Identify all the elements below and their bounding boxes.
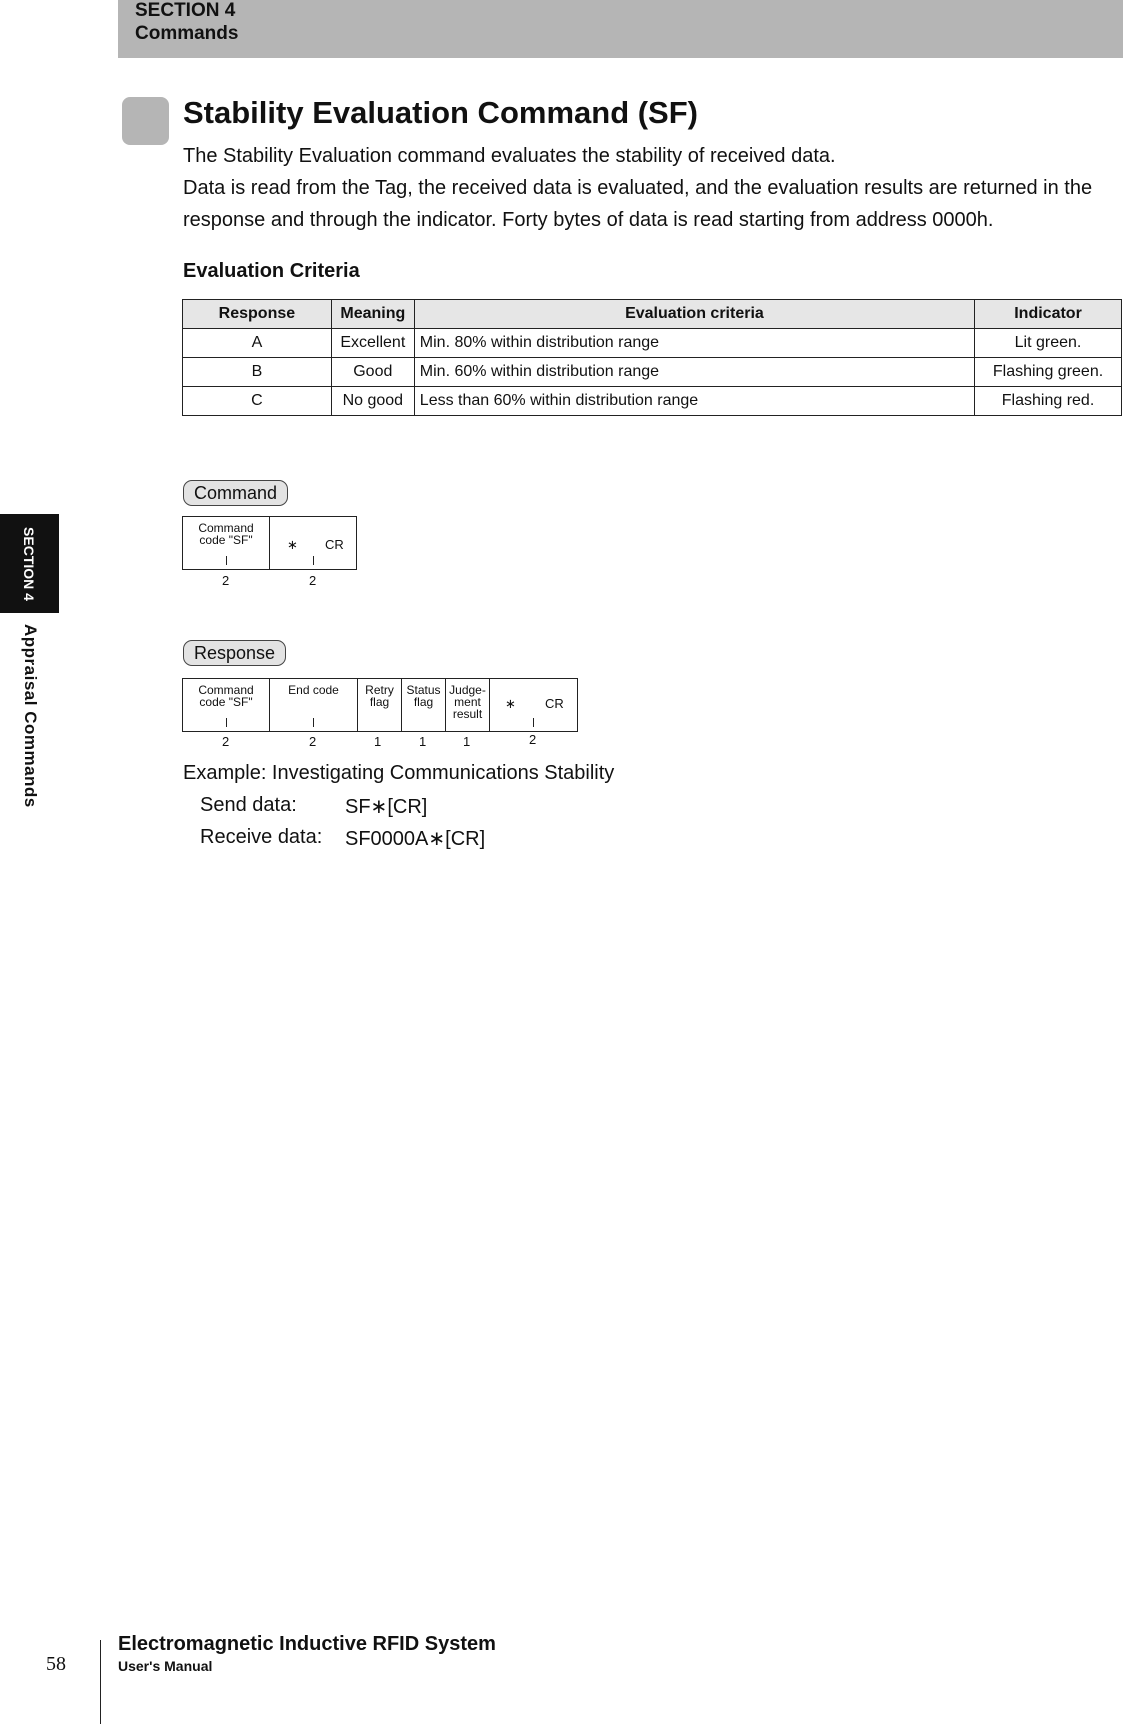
field-label: Judge- ment result xyxy=(449,683,486,721)
field-size: 2 xyxy=(529,732,537,747)
field-size: 2 xyxy=(309,734,317,749)
field-tick xyxy=(226,556,227,565)
table-header-row xyxy=(183,300,1122,329)
column-header: Indicator xyxy=(975,300,1122,329)
command-code-field xyxy=(183,517,270,569)
asterisk-symbol: ∗ xyxy=(287,537,298,552)
side-chapter-label: Appraisal Commands xyxy=(21,624,40,808)
table-cell: Less than 60% within distribution range xyxy=(414,387,974,416)
table-cell: C xyxy=(183,387,332,416)
cr-symbol: CR xyxy=(545,696,564,711)
column-header: Meaning xyxy=(331,300,414,329)
section-side-tab xyxy=(0,514,59,613)
table-row xyxy=(183,387,1122,416)
footer-divider xyxy=(100,1640,101,1724)
page-title: Stability Evaluation Command (SF) xyxy=(183,95,698,130)
terminator-field xyxy=(270,517,356,569)
page-number: 58 xyxy=(46,1653,66,1675)
asterisk-symbol: ∗ xyxy=(505,696,516,711)
manual-subtitle: User's Manual xyxy=(118,1658,213,1674)
table-cell: B xyxy=(183,358,332,387)
field-size: 1 xyxy=(419,734,427,749)
field-label: Command code "SF" xyxy=(198,683,254,709)
column-header: Response xyxy=(183,300,332,329)
receive-value: SF0000A∗[CR] xyxy=(345,828,486,850)
response-label: Response xyxy=(183,640,286,666)
table-row xyxy=(183,358,1122,387)
intro-line: Data is read from the Tag, the received data is evaluated, and the evaluation results are returned in the xyxy=(183,177,1093,199)
manual-title: Electromagnetic Inductive RFID System xyxy=(118,1633,496,1655)
table-cell: Min. 80% within distribution range xyxy=(414,329,974,358)
end-code-field xyxy=(270,679,358,731)
send-value: SF∗[CR] xyxy=(345,796,428,818)
chapter-label: Commands xyxy=(135,23,239,44)
field-tick xyxy=(313,718,314,727)
field-size: 1 xyxy=(463,734,471,749)
field-label: Status flag xyxy=(406,683,441,709)
section-header xyxy=(118,0,1123,58)
command-label: Command xyxy=(183,480,288,506)
judgement-result-field xyxy=(446,679,490,731)
field-tick xyxy=(533,718,534,727)
table-cell: Lit green. xyxy=(975,329,1122,358)
table-row xyxy=(183,329,1122,358)
column-header: Evaluation criteria xyxy=(414,300,974,329)
table-cell: Min. 60% within distribution range xyxy=(414,358,974,387)
criteria-table xyxy=(182,299,1122,416)
receive-label: Receive data: xyxy=(200,826,323,848)
cr-symbol: CR xyxy=(325,537,344,552)
side-tab-label: SECTION 4 xyxy=(21,527,37,601)
send-label: Send data: xyxy=(200,794,297,816)
table-cell: No good xyxy=(331,387,414,416)
intro-line: The Stability Evaluation command evaluates the stability of received data. xyxy=(183,145,836,167)
field-size: 2 xyxy=(309,573,317,588)
field-size: 2 xyxy=(222,573,230,588)
table-cell: Good xyxy=(331,358,414,387)
field-tick xyxy=(313,556,314,565)
table-cell: A xyxy=(183,329,332,358)
command-code-field xyxy=(183,679,270,731)
table-cell: Flashing red. xyxy=(975,387,1122,416)
response-format-diagram xyxy=(182,678,578,732)
intro-line: response and through the indicator. Forty bytes of data is read starting from address 0000h. xyxy=(183,209,994,231)
command-format-diagram xyxy=(182,516,357,570)
field-size: 1 xyxy=(374,734,382,749)
terminator-field xyxy=(490,679,577,731)
field-label: End code xyxy=(288,683,339,697)
section-label: SECTION 4 xyxy=(135,0,236,21)
example-title: Example: Investigating Communications Stability xyxy=(183,762,615,784)
table-cell: Flashing green. xyxy=(975,358,1122,387)
status-flag-field xyxy=(402,679,446,731)
heading-marker xyxy=(122,97,169,145)
field-size: 2 xyxy=(222,734,230,749)
field-tick xyxy=(226,718,227,727)
criteria-heading: Evaluation Criteria xyxy=(183,260,360,282)
table-cell: Excellent xyxy=(331,329,414,358)
field-label: Command code "SF" xyxy=(198,521,254,547)
field-label: Retry flag xyxy=(365,683,394,709)
retry-flag-field xyxy=(358,679,402,731)
